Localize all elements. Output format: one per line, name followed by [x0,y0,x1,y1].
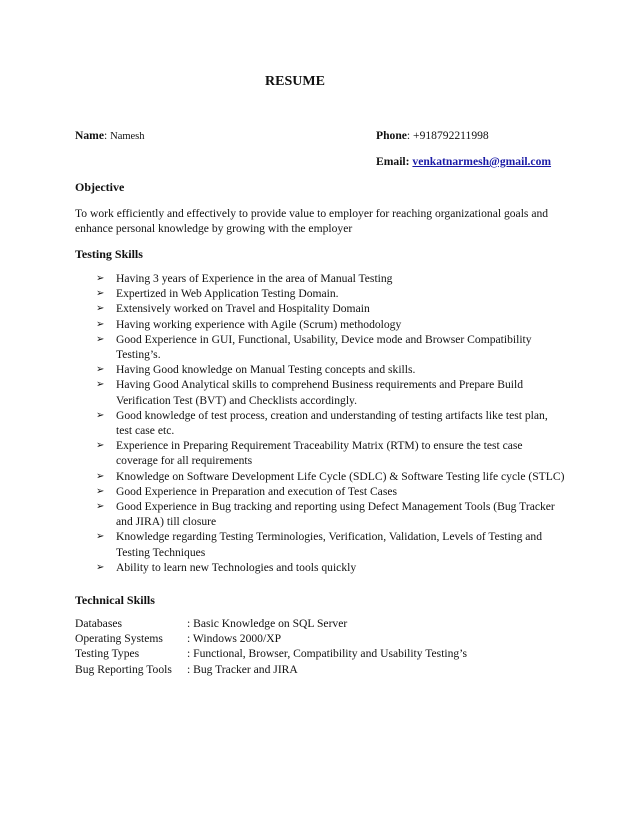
table-row [75,646,467,661]
skill-category: Databases [75,617,122,630]
resume-title [0,74,638,90]
skill-item [96,469,566,484]
email-link[interactable]: venkatnarmesh@gmail.com [412,155,552,168]
resume-title-text: RESUME [265,74,325,89]
skill-text: Good Experience in Preparation and execution of Test Cases [116,484,398,498]
skill-text: Good Experience in GUI, Functional, Usability, Device mode and Browser Compatibility Testing’s. [116,332,532,362]
name-label: Name [75,129,104,142]
testing-skills-heading: Testing Skills [75,247,143,261]
arrow-bullet-icon: ➢ [96,485,105,497]
name-line: Name: Namesh [75,129,145,142]
table-row [75,616,467,631]
skill-item [96,332,566,362]
skill-item [96,499,566,529]
skill-item [96,286,566,301]
arrow-bullet-icon: ➢ [96,470,105,482]
skill-text: Experience in Preparing Requirement Traceability Matrix (RTM) to ensure the test case coverage for all requirements [116,439,523,468]
arrow-bullet-icon: ➢ [96,333,105,345]
skill-value: : Basic Knowledge on SQL Server [187,617,348,630]
skill-item [96,408,566,438]
phone-value: +918792211998 [413,129,489,142]
arrow-bullet-icon: ➢ [96,531,105,543]
technical-skills-heading: Technical Skills [75,593,155,607]
skill-text: Having Good knowledge on Manual Testing concepts and skills. [116,363,416,377]
skill-text: Knowledge regarding Testing Terminologies, Verification, Validation, Levels of Testing and Testing Techniques [116,530,543,559]
arrow-bullet-icon: ➢ [96,288,105,300]
skill-item [96,301,566,316]
objective-heading: Objective [75,180,125,194]
technical-skills-table [75,616,467,677]
skill-category: Operating Systems [75,632,163,646]
arrow-bullet-icon: ➢ [96,501,105,513]
arrow-bullet-icon: ➢ [96,379,105,391]
arrow-bullet-icon: ➢ [96,561,105,573]
email-line [376,155,551,168]
skill-text: Having 3 years of Experience in the area of Manual Testing [116,272,393,285]
arrow-bullet-icon: ➢ [96,273,105,284]
arrow-bullet-icon: ➢ [96,318,105,330]
email-label: Email: [376,155,410,168]
testing-skills-list [96,271,566,575]
skill-item [96,560,566,575]
skill-item [96,484,566,499]
arrow-bullet-icon: ➢ [96,364,105,376]
phone-line: Phone: +918792211998 [376,129,489,142]
skill-item [96,529,566,559]
table-row [75,631,467,646]
skill-category: Bug Reporting Tools [75,662,172,676]
skill-item [96,377,566,407]
skill-item [96,317,566,332]
skill-text: Having Good Analytical skills to comprehend Business requirements and Prepare Build Verification Test (BVT) and Checklists accordingly. [116,378,523,407]
arrow-bullet-icon: ➢ [96,409,105,421]
skill-text: Good Experience in Bug tracking and reporting using Defect Management Tools (Bug Tracker and JIRA) till closure [116,500,555,529]
skill-text: Good knowledge of test process, creation and understanding of testing artifacts like test plan, test case etc. [116,408,548,438]
table-row [75,662,467,677]
skill-text: Extensively worked on Travel and Hospitality Domain [116,302,370,316]
skill-text: Ability to learn new Technologies and tools quickly [116,560,357,574]
skill-item [96,438,566,468]
skill-text: Having working experience with Agile (Scrum) methodology [116,317,402,331]
skill-category: Testing Types [75,647,140,661]
name-value: Namesh [110,131,145,142]
arrow-bullet-icon: ➢ [96,440,105,452]
skill-text: Knowledge on Software Development Life Cycle (SDLC) & Software Testing life cycle (STLC) [116,469,565,483]
skill-item [96,362,566,377]
phone-label: Phone [376,129,407,142]
skill-value: : Bug Tracker and JIRA [187,662,298,676]
skill-value: : Functional, Browser, Compatibility and Usability Testing’s [187,647,467,661]
objective-text: To work efficiently and effectively to provide value to employer for reaching organizational goals and enhance personal knowledge by growing with the employer [75,207,549,236]
skill-item [96,271,566,286]
skill-text: Expertized in Web Application Testing Domain. [116,287,339,301]
arrow-bullet-icon: ➢ [96,303,105,315]
skill-value: : Windows 2000/XP [187,632,282,646]
